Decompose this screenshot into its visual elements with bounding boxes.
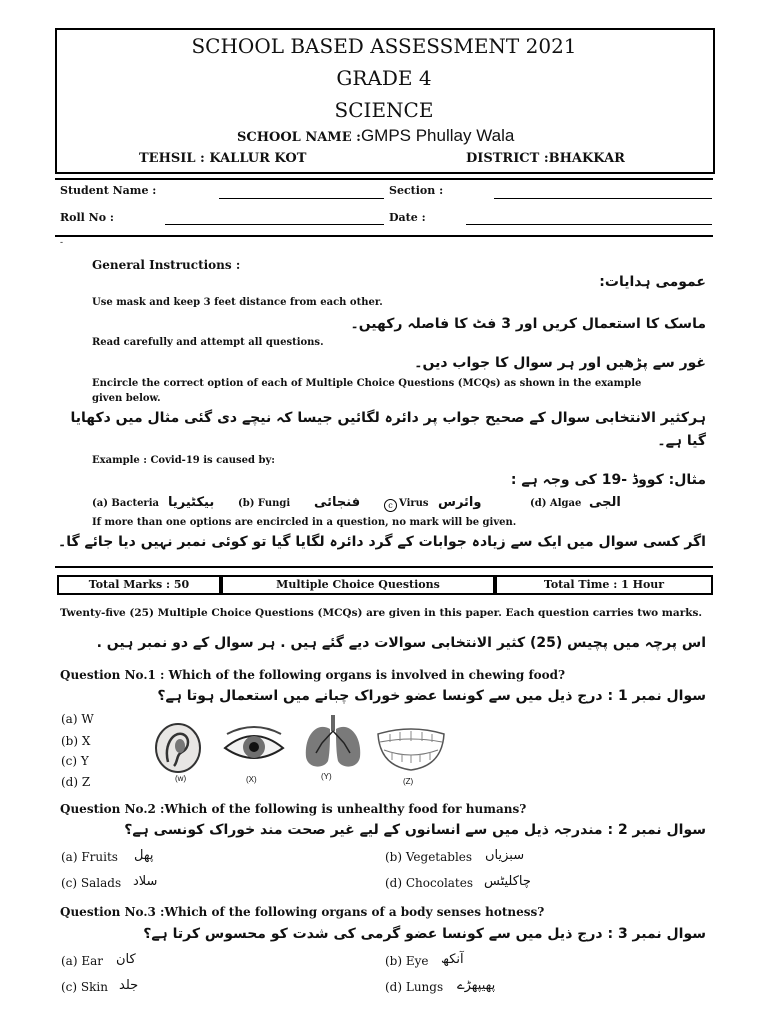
instruction-1: Use mask and keep 3 feet distance from each other.: [92, 297, 383, 308]
instructions-heading: General Instructions :: [92, 258, 241, 272]
q3-option-b-urdu: آنکھ: [441, 952, 464, 967]
teeth-image: [376, 724, 446, 772]
q2-option-c-urdu: سلاد: [133, 874, 158, 889]
example-option-a: (a) Bacteria: [92, 498, 159, 509]
q2-option-b[interactable]: (b) Vegetables: [385, 850, 473, 864]
lungs-image: [300, 713, 366, 771]
q3-option-a-urdu: کان: [116, 952, 136, 967]
example-option-a-urdu: بیکٹیریا: [168, 495, 215, 510]
example-option-b: (b) Fungi: [238, 498, 291, 509]
tehsil: TEHSIL : KALLUR KOT: [139, 151, 307, 166]
intro-text-urdu: اس پرچہ میں پچیس (25) کثیر الانتخابی سوالات دیے گئے ہیں . ہر سوال کے دو نمبر ہیں .: [96, 635, 706, 651]
school-name-value: GMPS Phullay Wala: [360, 126, 515, 145]
total-time: Total Time : 1 Hour: [495, 575, 713, 595]
question-1-text: Question No.1 : Which of the following organs is involved in chewing food?: [60, 668, 566, 682]
student-name-label: Student Name :: [60, 184, 157, 197]
instruction-3-urdu-cont: گیا ہے۔: [657, 433, 706, 449]
q2-option-d-urdu: چاکلیٹس: [484, 874, 531, 889]
eye-image: [221, 722, 287, 772]
q3-option-d[interactable]: (d) Lungs: [385, 980, 444, 994]
q1-option-b[interactable]: (b) X: [61, 734, 91, 748]
instruction-2-urdu: غور سے پڑھیں اور ہر سوال کا جواب دیں۔: [414, 355, 706, 371]
divider: [55, 566, 713, 568]
school-name-label: SCHOOL NAME :: [237, 130, 361, 145]
image-label-z: (Z): [403, 777, 414, 786]
q2-option-a[interactable]: (a) Fruits: [61, 850, 118, 864]
divider: [55, 235, 713, 237]
total-marks: Total Marks : 50: [57, 575, 221, 595]
example-option-d: (d) Algae: [530, 498, 582, 509]
q2-option-a-urdu: پھل: [134, 848, 154, 863]
grade-title: GRADE 4: [336, 66, 432, 90]
date-field[interactable]: [466, 224, 712, 225]
question-2-urdu: سوال نمبر 2 : مندرجہ ذیل میں سے انسانوں کے لیے غیر صحت مند خوراک کونسی ہے؟: [124, 822, 706, 838]
question-1-urdu: سوال نمبر 1 : درج ذیل میں سے کونسا عضو خوراک چبانے میں استعمال ہوتا ہے؟: [157, 688, 706, 704]
example-question: Example : Covid-19 is caused by:: [92, 455, 275, 466]
info-bar: [57, 575, 713, 593]
image-label-w: (w): [175, 774, 187, 783]
instruction-3-urdu: ہرکثیر الانتخابی سوال کے صحیح جواب پر دائرہ لگائیں جیسا کہ نیچے دی گئی مثال میں دکھایا: [70, 410, 706, 426]
student-name-field[interactable]: [219, 198, 384, 199]
example-question-urdu: مثال: کووڈ -19 کی وجہ ہے :: [510, 472, 706, 488]
q3-option-b[interactable]: (b) Eye: [385, 954, 429, 968]
question-2-text: Question No.2 :Which of the following is unhealthy food for humans?: [60, 802, 527, 816]
q2-option-b-urdu: سبزیاں: [485, 848, 525, 863]
dash-mark: -: [60, 238, 64, 248]
image-label-y: (Y): [321, 772, 332, 781]
roll-no-label: Roll No :: [60, 211, 114, 224]
subject-title: SCIENCE: [334, 98, 434, 122]
date-label: Date :: [389, 211, 426, 224]
intro-text: Twenty-five (25) Multiple Choice Questions (MCQs) are given in this paper. Each question carries two marks.: [60, 607, 703, 619]
q3-option-c[interactable]: (c) Skin: [61, 980, 108, 994]
q3-option-a[interactable]: (a) Ear: [61, 954, 103, 968]
district: DISTRICT :BHAKKAR: [466, 151, 625, 166]
instruction-1-urdu: ماسک کا استعمال کریں اور 3 فٹ کا فاصلہ رکھیں۔: [350, 316, 706, 332]
section-title: Multiple Choice Questions: [221, 575, 495, 595]
example-option-c: Virus: [399, 498, 429, 509]
instruction-3: Encircle the correct option of each of Multiple Choice Questions (MCQs) as shown in the example given below.: [92, 378, 642, 404]
question-3-text: Question No.3 :Which of the following organs of a body senses hotness?: [60, 905, 545, 919]
exam-title: SCHOOL BASED ASSESSMENT 2021: [191, 34, 577, 58]
q1-option-c[interactable]: (c) Y: [61, 754, 89, 768]
instruction-4: If more than one options are encircled in a question, no mark will be given.: [92, 517, 517, 528]
q3-option-d-urdu: پھیپھڑے: [457, 978, 496, 993]
q1-option-d[interactable]: (d) Z: [61, 775, 91, 789]
instruction-4-urdu: اگر کسی سوال میں ایک سے زیادہ جوابات کے گرد دائرہ لگایا گیا تو کوئی نمبر نہیں دیا جائے گا۔: [58, 534, 706, 550]
instructions-heading-urdu: عمومی ہدایات:: [599, 274, 706, 290]
section-field[interactable]: [494, 198, 712, 199]
q3-option-c-urdu: جلد: [119, 978, 139, 993]
instruction-2: Read carefully and attempt all questions.: [92, 337, 324, 348]
image-label-x: (X): [246, 775, 257, 784]
encircled-option-c: c: [384, 499, 397, 512]
example-option-d-urdu: الجی: [589, 495, 621, 510]
school-name-row: [237, 126, 514, 146]
divider: [55, 178, 713, 180]
q2-option-c[interactable]: (c) Salads: [61, 876, 122, 890]
question-3-urdu: سوال نمبر 3 : درج ذیل میں سے کونسا عضو گرمی کی شدت کو محسوس کرتا ہے؟: [143, 926, 706, 942]
roll-no-field[interactable]: [165, 224, 384, 225]
ear-image: [150, 722, 210, 774]
section-label: Section :: [389, 184, 444, 197]
q1-option-a[interactable]: (a) W: [61, 712, 94, 726]
example-option-c-urdu: وائرس: [438, 495, 482, 510]
example-option-b-urdu: فنجائی: [314, 495, 361, 510]
q2-option-d[interactable]: (d) Chocolates: [385, 876, 474, 890]
